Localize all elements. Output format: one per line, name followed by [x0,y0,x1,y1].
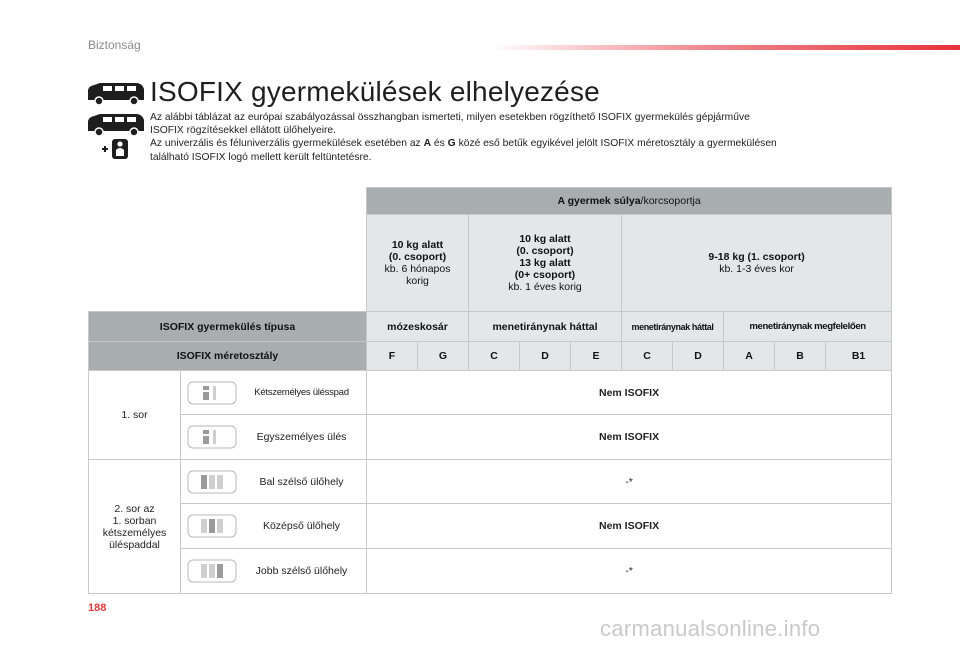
type-cell: menetiránynak háttal [622,312,724,342]
size-cell: D [520,342,571,371]
group-text: (0. csoport) [516,245,574,257]
seat-diagram-icon [187,425,237,449]
group-text: 10 kg alatt [519,233,571,245]
watermark: carmanualsonline.info [600,616,821,641]
group-text: kb. 6 hónapos [384,263,451,275]
size-cell: D [673,342,724,371]
blank-cell [89,215,367,312]
group-text: kb. 1-3 éves kor [719,263,794,275]
seat-name: Kétszemélyes ülésspad [254,387,349,398]
blank-cell [89,188,367,215]
seat-diagram-icon [187,470,237,494]
group-0plus-cell [469,215,622,312]
seat-cell [181,415,367,460]
type-cell: mózeskosár [367,312,469,342]
child-seat-icon [100,138,130,165]
header-accent-line [490,45,960,50]
size-cell: A [724,342,775,371]
van-icon [86,80,146,111]
weight-header-bold: A gyermek súlya [557,195,641,207]
group-text: korig [406,275,429,287]
weight-header-rest: /korcsoportja [640,195,701,207]
row-label-line: kétszemélyes [102,526,167,539]
intro-bold-letter: G [447,138,456,150]
page-title: ISOFIX gyermekülések elhelyezése [150,76,600,107]
seat-cell [181,460,367,504]
group-text: kb. 1 éves korig [508,281,582,293]
row-label-line: 1. sorban [112,514,157,527]
row-2-label [89,460,181,594]
intro-text-part: közé eső betűk egyikével jelölt ISOFIX méretosztály a gyermekülésen [458,138,777,150]
section-label: Biztonság [88,38,141,52]
group-text: (0. csoport) [388,251,447,263]
seat-diagram-icon [187,559,237,583]
type-label: ISOFIX gyermekülés típusa [89,312,367,342]
group-text: 10 kg alatt [391,239,444,251]
seat-diagram-icon [187,514,237,538]
size-cell: E [571,342,622,371]
seat-cell [181,549,367,594]
group-1-cell [622,215,892,312]
intro-line [150,137,910,150]
seat-cell [181,504,367,549]
seat-value: Nem ISOFIX [367,415,892,460]
size-cell: G [418,342,469,371]
row-label-line: 2. sor az [114,502,155,515]
seat-value: Nem ISOFIX [367,371,892,415]
type-cell: menetiránynak megfelelően [724,312,892,342]
isofix-table [88,187,892,594]
size-cell: F [367,342,418,371]
size-cell: B [775,342,826,371]
seat-name: Bal szélső ülőhely [259,475,344,488]
seat-value: Nem ISOFIX [367,504,892,549]
intro-line: található ISOFIX logó mellett került feltüntetésre. [150,151,372,163]
seat-cell [181,371,367,415]
intro-text [150,111,910,164]
group-0-cell [367,215,469,312]
type-cell: menetiránynak háttal [469,312,622,342]
size-cell: B1 [826,342,892,371]
seat-name: Középső ülőhely [262,520,341,532]
intro-text-part: Az univerzális és féluniverzális gyermekülések esetében az [150,138,421,150]
intro-line: ISOFIX rögzítésekkel ellátott ülőhelyeire. [150,125,337,137]
row-label-line: üléspaddal [109,538,160,551]
page-number: 188 [88,602,107,614]
size-label: ISOFIX méretosztály [89,342,367,371]
size-cell: C [469,342,520,371]
intro-text-part: és [433,138,445,150]
size-cell: C [622,342,673,371]
group-text: 13 kg alatt [519,257,571,269]
weight-header [367,188,892,215]
seat-name: Jobb szélső ülőhely [255,565,348,577]
intro-bold-letter: A [423,138,432,150]
seat-name: Egyszemélyes ülés [256,431,347,443]
row-1-label: 1. sor [89,371,181,460]
seat-value: -* [367,460,892,504]
group-text: (0+ csoport) [514,269,576,281]
intro-line: Az alábbi táblázat az európai szabályozással összhangban ismerteti, milyen esetekben rögzíthető ISOFIX gyermekülés gépjárműve [150,112,750,123]
group-text: 9-18 kg (1. csoport) [708,251,805,263]
seat-diagram-icon [187,381,237,405]
seat-value: -* [367,549,892,594]
